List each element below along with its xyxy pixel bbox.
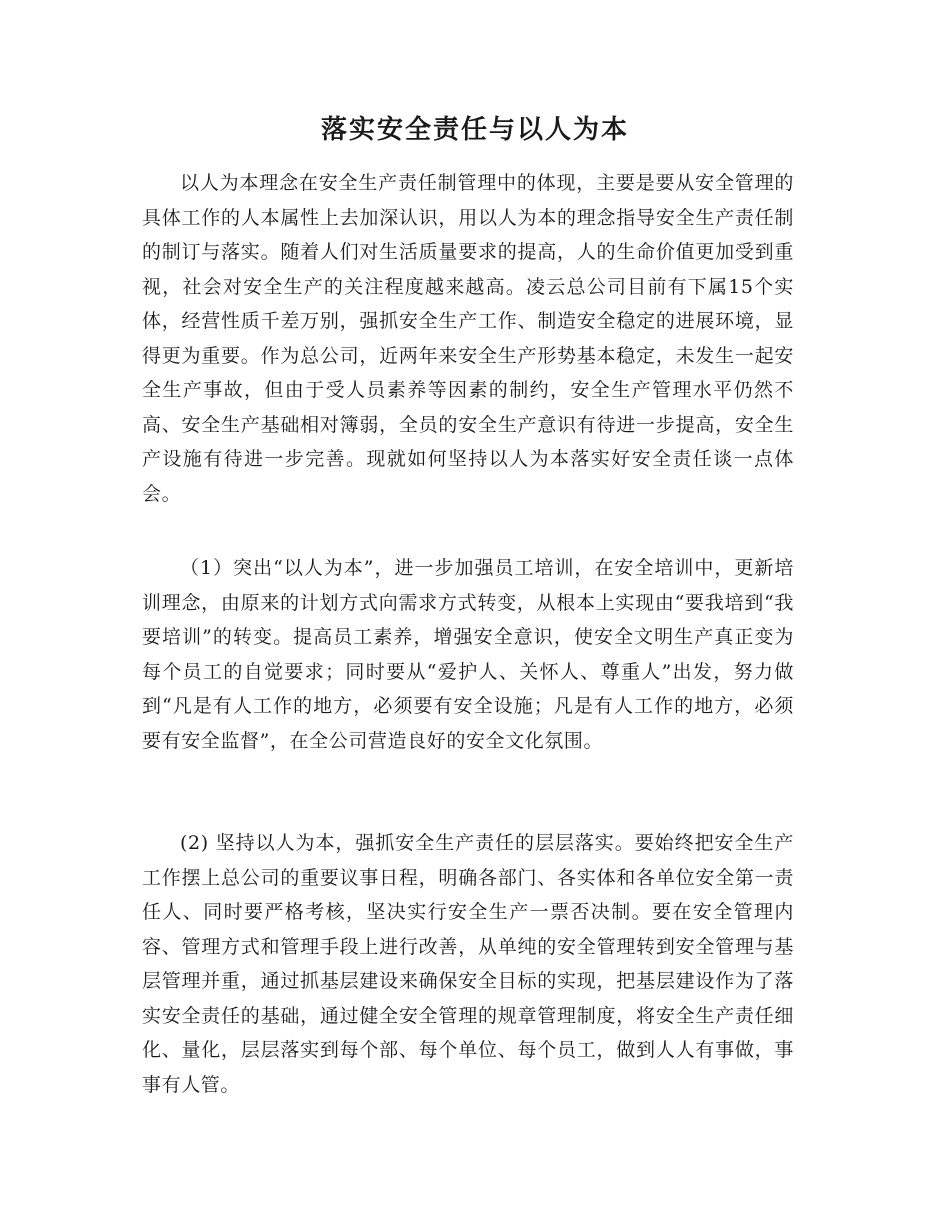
- paragraph-intro: 以人为本理念在安全生产责任制管理中的体现，主要是要从安全管理的具体工作的人本属性上去加深认识，用以人为本的理念指导安全生产责任制的制订与落实。随着人们对生活质量要求的提高，人的生命价值更加受到重视，社会对安全生产的关注程度越来越高。凌云总公司目前有下属15个实体，经营性质千差万别，强抓安全生产工作、制造安全稳定的进展环境，显得更为重要。作为总公司，近两年来安全生产形势基本稳定，未发生一起安全生产事故，但由于受人员素养等因素的制约，安全生产管理水平仍然不高、安全生产基础相对簿弱，全员的安全生产意识有待进一步提高，安全生产设施有待进一步完善。现就如何坚持以人为本落实好安全责任谈一点体会。: [142, 172, 794, 505]
- paragraph-point-1: （1）突出“以人为本”，进一步加强员工培训，在安全培训中，更新培训理念，由原来的计划方式向需求方式转变，从根本上实现由“要我培到“我要培训”的转变。提高员工素养，增强安全意识，使安全文明生产真正变为每个员工的自觉要求；同时要从“爱护人、关怀人、尊重人”出发，努力做到“凡是有人工作的地方，必须要有安全设施；凡是有人工作的地方，必须要有安全监督”，在全公司营造良好的安全文化氛围。: [142, 557, 794, 752]
- paragraph-point-2: (2) 坚持以人为本，强抓安全生产责任的层层落实。要始终把安全生产工作摆上总公司的重要议事日程，明确各部门、各实体和各单位安全第一责任人、同时要严格考核，坚决实行安全生产一票否决制。要在安全管理内容、管理方式和管理手段上进行改善，从单纯的安全管理转到安全管理与基层管理并重，通过抓基层建设来确保安全目标的实现，把基层建设作为了落实安全责任的基础，通过健全安全管理的规章管理制度，将安全生产责任细化、量化，层层落实到每个部、每个单位、每个员工，做到人人有事做，事事有人管。: [142, 832, 794, 1096]
- document-title: 落实安全责任与以人为本: [320, 115, 629, 145]
